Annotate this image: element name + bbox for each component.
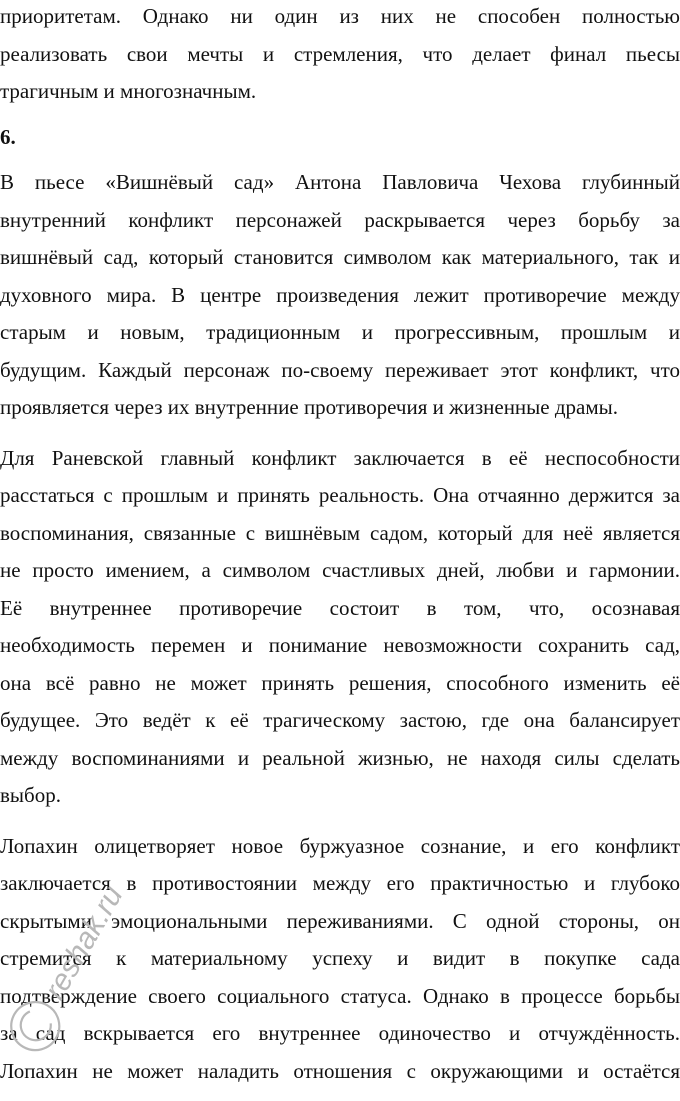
text-line: приоритетам. Однако ни один из них не способен полностью — [0, 4, 680, 28]
text-line: скрытыми эмоциональными переживаниями. С одной стороны, он — [0, 908, 680, 933]
text-line: духовного мира. В центре произведения лежит противоречие между — [0, 282, 680, 307]
text-line: внутренний конфликт персонажей раскрывается через борьбу за — [0, 207, 680, 232]
text-line: будущим. Каждый персонаж по-своему переживает этот конфликт, что — [0, 357, 680, 382]
paragraph-intro — [0, 0, 680, 111]
text-line: между воспоминаниями и реальной жизнью, не находя силы сделать — [0, 745, 680, 770]
text-line: подтверждение своего социального статуса. Однако в процессе борьбы — [0, 983, 680, 1008]
text-line: будущее. Это ведёт к её трагическому застою, где она балансирует — [0, 708, 680, 732]
watermark-text: reshak.ru — [38, 880, 130, 1006]
text-line: заключается в противостоянии между его практичностью и глубоко — [0, 871, 680, 895]
text-line: Лопахин не может наладить отношения с окружающими и остаётся — [0, 1058, 680, 1083]
text-line: Лопахин олицетворяет новое буржуазное сознание, и его конфликт — [0, 833, 680, 858]
section-heading: 6. — [0, 124, 16, 149]
text-line: Её внутреннее противоречие состоит в том, что, осознавая — [0, 595, 680, 620]
paragraph-lopakhin — [0, 828, 680, 1091]
text-line: трагичным и многозначным. — [0, 79, 257, 103]
text-line: выбор. — [0, 783, 61, 807]
text-line: необходимость перемен и понимание невозможности сохранить сад, — [0, 633, 680, 657]
text-line: реализовать свои мечты и стремления, что делает финал пьесы — [0, 41, 680, 66]
text-line: старым и новым, традиционным и прогрессивным, прошлым и — [0, 320, 680, 344]
text-line: стремится к материальному успеху и видит в покупке сада — [0, 946, 680, 970]
text-line: вишнёвый сад, который становится символом как материального, так и — [0, 245, 680, 269]
text-line: за сад вскрывается его внутреннее одиночество и отчуждённость. — [0, 1021, 680, 1045]
text-line: расстаться с прошлым и принять реальность. Она отчаянно держится за — [0, 483, 680, 507]
text-line: В пьесе «Вишнёвый сад» Антона Павловича Чехова глубинный — [0, 170, 680, 194]
text-line: не просто имением, а символом счастливых дней, любви и гармонии. — [0, 558, 680, 582]
paragraph-ranevskaya — [0, 440, 680, 815]
text-line: воспоминания, связанные с вишнёвым садом, который для неё является — [0, 520, 680, 545]
text-line: проявляется через их внутренние противоречия и жизненные драмы. — [0, 395, 619, 419]
text-line: она всё равно не может принять решения, способного изменить её — [0, 670, 680, 695]
paragraph-cherry-orchard — [0, 164, 680, 427]
text-line: Для Раневской главный конфликт заключается в её неспособности — [0, 445, 680, 470]
